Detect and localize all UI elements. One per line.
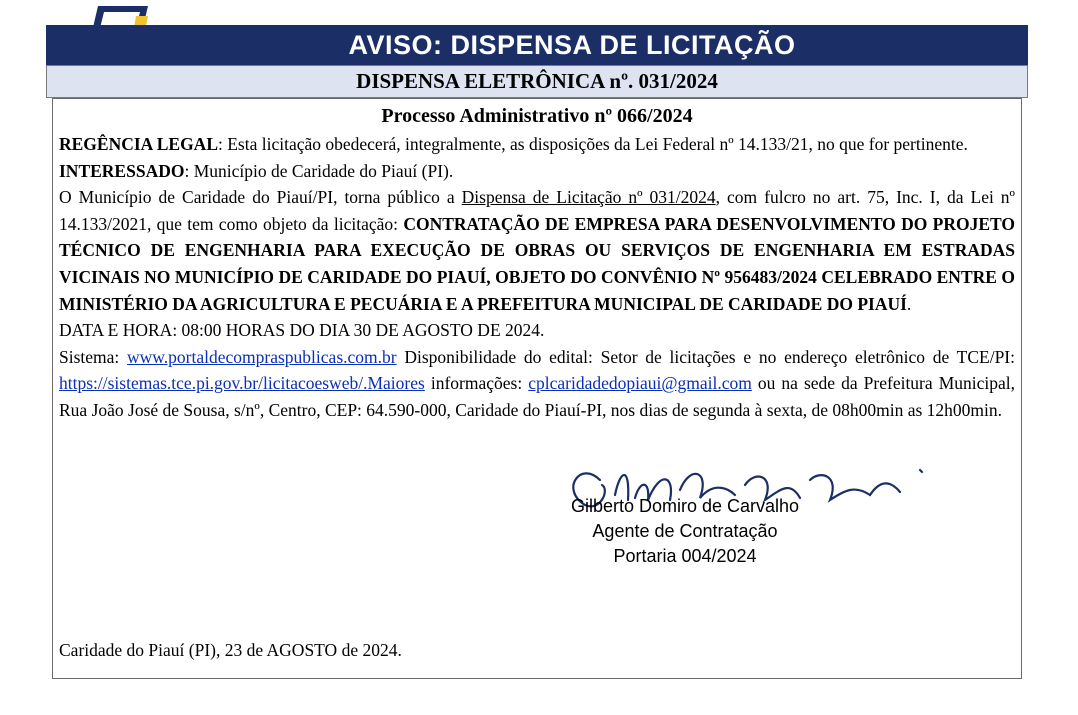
signer-role: Agente de Contratação: [592, 521, 778, 541]
place-date: Caridade do Piauí (PI), 23 de AGOSTO de 2024.: [59, 640, 402, 660]
notice-subtitle-bar: [46, 65, 1028, 98]
process-heading: Processo Administrativo nº 066/2024: [381, 105, 693, 127]
regencia-label: REGÊNCIA LEGAL: [59, 134, 218, 154]
system-text-3: ou na sede da Prefeitura Municipal, Rua João José de Sousa, s/nº, Centro, CEP: 64.590-000, Caridade do Piauí-PI, nos dias de segunda à sexta, de 08h00min as 12h00min.: [59, 373, 1015, 420]
regencia-text: : Esta licitação obedecerá, integralmente, as disposições da Lei Federal nº 14.133/21, no que for pertinente.: [218, 134, 968, 154]
notice-intro: O Município de Caridade do Piauí/PI, torna público a: [59, 187, 462, 208]
notice-body: [59, 131, 1015, 424]
system-text-1: Disponibilidade do edital: Setor de licitações e no endereço eletrônico de TCE/PI:: [396, 346, 1016, 367]
signer-ordinance: Portaria 004/2024: [613, 546, 757, 566]
interessado-text: : Município de Caridade do Piauí (PI).: [184, 160, 454, 181]
notice-subtitle: DISPENSA ELETRÔNICA nº. 031/2024: [356, 69, 718, 93]
system-text-2: informações:: [424, 373, 529, 394]
notice-end: .: [906, 293, 912, 314]
notice-mid: , com fulcro no art. 75, Inc. I, da Lei nº 14.133/2021, que tem como objeto da licitação:: [59, 187, 1015, 234]
notice-object: CONTRATAÇÃO DE EMPRESA PARA DESENVOLVIMENTO DO PROJETO TÉCNICO DE ENGENHARIA PARA EXECUÇÃO DE OBRAS OU SERVIÇOS DE ENGENHARIA EM ESTRADAS VICINAIS NO MUNICÍPIO DE CARIDADE DO PIAUÍ, OBJETO DO CONVÊNIO Nº 956483/2024 CELEBRADO ENTRE O MINISTÉRIO DA AGRICULTURA E PECUÁRIA E A PREFEITURA MUNICIPAL DE CARIDADE DO PIAUÍ: [59, 213, 1015, 314]
portal-link[interactable]: www.portaldecompraspublicas.com.br: [127, 346, 397, 367]
interessado-label: INTERESSADO: [59, 160, 185, 181]
signer-name: Gilberto Domiro de Carvalho: [570, 496, 800, 516]
tce-link[interactable]: https://sistemas.tce.pi.gov.br/licitacoesweb/.Maiores: [59, 373, 425, 394]
dispensa-reference: Dispensa de Licitação nº 031/2024: [461, 187, 716, 208]
interessado-paragraph: [59, 158, 1015, 185]
notice-content-box: [52, 98, 1022, 679]
notice-title-bar: [46, 25, 1028, 65]
system-paragraph: [59, 344, 1015, 424]
signature-block: [540, 494, 830, 569]
datetime-paragraph: DATA E HORA: 08:00 HORAS DO DIA 30 DE AGOSTO DE 2024.: [59, 320, 545, 341]
system-label: Sistema:: [59, 346, 128, 367]
notice-paragraph: [59, 184, 1015, 317]
email-link[interactable]: cplcaridadedopiaui@gmail.com: [528, 373, 752, 394]
regencia-paragraph: [59, 131, 1015, 158]
notice-title: AVISO: DISPENSA DE LICITAÇÃO: [348, 29, 796, 60]
